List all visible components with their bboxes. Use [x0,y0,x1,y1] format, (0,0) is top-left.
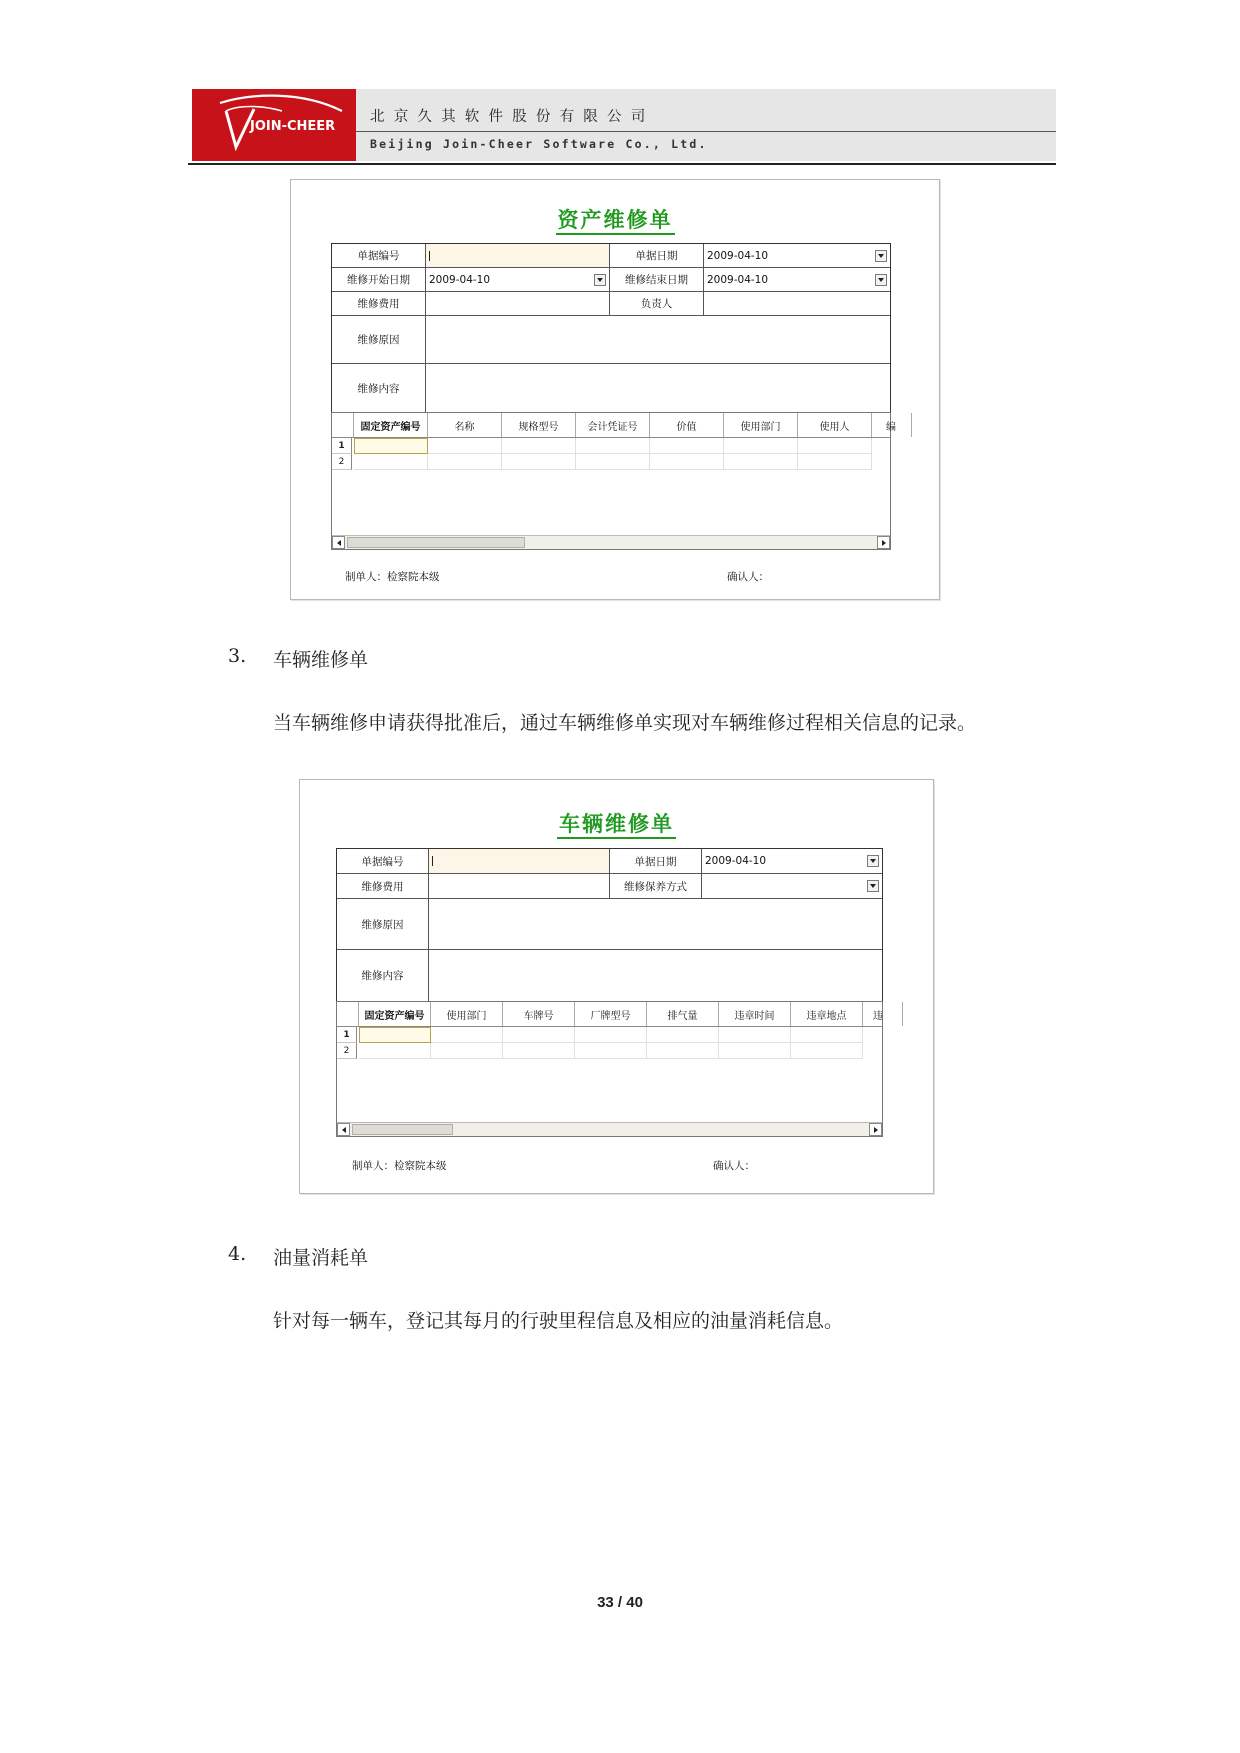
doc-no-label: 单据编号 [332,244,426,268]
table-cell[interactable] [576,438,650,454]
table-cell[interactable] [575,1027,647,1043]
column-header[interactable]: 使用人 [798,413,872,437]
chevron-down-icon[interactable] [875,274,887,286]
table-cell[interactable] [650,438,724,454]
end-date-select[interactable]: 2009-04-10 [704,268,890,292]
company-name-cn: 北京久其软件股份有限公司 [370,109,655,125]
horizontal-scrollbar[interactable] [337,1122,882,1136]
section-title: 油量消耗单 [273,1247,369,1269]
section-number: 4. [228,1243,247,1265]
column-header[interactable]: 车牌号 [503,1002,575,1026]
end-date-label: 维修结束日期 [610,268,704,292]
table-cell[interactable] [719,1043,791,1059]
table-cell[interactable] [798,438,872,454]
table-cell[interactable] [576,454,650,470]
method-select[interactable] [702,874,882,899]
owner-input[interactable] [704,292,890,316]
row-number[interactable]: 1 [332,438,352,454]
reason-label: 维修原因 [337,899,429,950]
table-cell[interactable] [502,454,576,470]
content-textarea[interactable] [429,950,882,1001]
table-cell[interactable] [428,454,502,470]
row-number[interactable]: 1 [337,1027,357,1043]
reason-textarea[interactable] [426,316,890,364]
doc-date-select[interactable]: 2009-04-10 [702,849,882,874]
content-label: 维修内容 [337,950,429,1001]
table-cell[interactable] [650,454,724,470]
scroll-thumb[interactable] [347,537,525,548]
doc-no-input[interactable] [429,849,610,874]
table-cell[interactable] [428,438,502,454]
column-header[interactable]: 规格型号 [502,413,576,437]
asset-items-table [331,412,896,550]
start-date-label: 维修开始日期 [332,268,426,292]
column-header[interactable]: 价值 [650,413,724,437]
section-paragraph: 针对每一辆车，登记其每月的行驶里程信息及相应的油量消耗信息。 [273,1310,844,1332]
table-cell[interactable] [354,454,428,470]
scroll-right-icon[interactable] [877,536,890,549]
table-cell[interactable] [724,454,798,470]
reason-textarea[interactable] [429,899,882,950]
table-cell[interactable] [431,1043,503,1059]
table-cell[interactable] [431,1027,503,1043]
column-header[interactable]: 排气量 [647,1002,719,1026]
chevron-down-icon[interactable] [867,880,879,892]
table-cell[interactable] [724,438,798,454]
reason-label: 维修原因 [332,316,426,364]
row-number[interactable]: 2 [337,1043,357,1059]
doc-date-label: 单据日期 [610,849,702,874]
column-header[interactable]: 名称 [428,413,502,437]
page-number: 33 / 40 [597,1594,643,1611]
chevron-down-icon[interactable] [594,274,606,286]
section-title: 车辆维修单 [273,649,369,671]
table-cell[interactable] [359,1027,431,1043]
horizontal-scrollbar[interactable] [332,535,890,549]
start-date-select[interactable]: 2009-04-10 [426,268,610,292]
column-header[interactable]: 违章地点 [791,1002,863,1026]
table-cell[interactable] [798,454,872,470]
table-cell[interactable] [354,438,428,454]
chevron-down-icon[interactable] [875,250,887,262]
cost-label: 维修费用 [337,874,429,899]
column-header[interactable]: 固定资产编号 [359,1002,431,1026]
table-header [337,1002,882,1027]
table-cell[interactable] [359,1043,431,1059]
table-cell[interactable] [503,1043,575,1059]
content-textarea[interactable] [426,364,890,412]
scroll-thumb[interactable] [352,1124,453,1135]
table-cell[interactable] [503,1027,575,1043]
table-cell[interactable] [791,1043,863,1059]
vehicle-form-grid [336,848,883,1002]
confirm-field: 确认人： [727,571,769,583]
table-cell[interactable] [791,1027,863,1043]
doc-no-input[interactable] [426,244,610,268]
doc-no-label: 单据编号 [337,849,429,874]
chevron-down-icon[interactable] [867,855,879,867]
cost-input[interactable] [426,292,610,316]
asset-repair-form [290,179,940,600]
column-header[interactable]: 厂牌型号 [575,1002,647,1026]
company-logo [192,89,356,161]
form-title: 资产维修单 [291,204,939,234]
table-cell[interactable] [647,1043,719,1059]
scroll-right-icon[interactable] [869,1123,882,1136]
row-number[interactable]: 2 [332,454,352,470]
column-header[interactable]: 编 [872,413,912,437]
doc-date-select[interactable]: 2009-04-10 [704,244,890,268]
column-header[interactable]: 使用部门 [724,413,798,437]
vehicle-items-table [336,1001,883,1137]
section-paragraph: 当车辆维修申请获得批准后，通过车辆维修单实现对车辆维修过程相关信息的记录。 [273,712,977,734]
asset-form-grid [331,243,891,413]
maker-field: 制单人：检察院本级 [345,571,440,583]
vehicle-repair-form [299,779,934,1194]
form-title: 车辆维修单 [300,808,933,838]
table-cell[interactable] [502,438,576,454]
maker-field: 制单人：检察院本级 [352,1160,447,1172]
letterhead [188,87,1056,167]
column-header[interactable]: 违 [863,1002,903,1026]
column-header[interactable]: 使用部门 [431,1002,503,1026]
cost-label: 维修费用 [332,292,426,316]
table-cell[interactable] [719,1027,791,1043]
method-label: 维修保养方式 [610,874,702,899]
logo-text: JOIN-CHEER [250,119,336,134]
table-header [332,413,896,438]
column-header[interactable]: 固定资产编号 [354,413,428,437]
section-number: 3. [228,645,247,667]
company-name-en: Beijing Join-Cheer Software Co., Ltd. [370,137,708,151]
owner-label: 负责人 [610,292,704,316]
confirm-field: 确认人： [713,1160,755,1172]
column-header[interactable]: 违章时间 [719,1002,791,1026]
cost-input[interactable] [429,874,610,899]
table-cell[interactable] [575,1043,647,1059]
doc-date-label: 单据日期 [610,244,704,268]
content-label: 维修内容 [332,364,426,412]
scroll-left-icon[interactable] [337,1123,350,1136]
scroll-left-icon[interactable] [332,536,345,549]
column-header[interactable]: 会计凭证号 [576,413,650,437]
table-cell[interactable] [647,1027,719,1043]
